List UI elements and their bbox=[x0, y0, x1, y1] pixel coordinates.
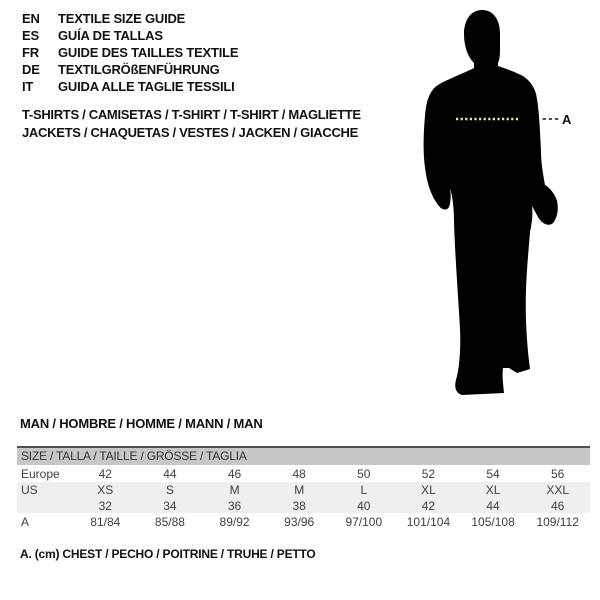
table-cell: 85/88 bbox=[154, 515, 185, 529]
table-cell: 42 bbox=[421, 498, 436, 513]
row-label: Europe bbox=[21, 466, 60, 481]
row-label: US bbox=[21, 483, 38, 497]
table-cell: S bbox=[165, 483, 174, 497]
measurement-a-label: A bbox=[562, 112, 572, 127]
language-code: EN bbox=[22, 11, 40, 26]
table-cell: 52 bbox=[421, 466, 436, 481]
table-cell: 42 bbox=[98, 466, 112, 481]
category-lines bbox=[22, 106, 361, 142]
table-cell: 50 bbox=[357, 466, 371, 481]
table-cell: 93/96 bbox=[284, 515, 315, 529]
measurement-footnote: A. (cm) CHEST / PECHO / POITRINE / TRUHE / PETTO bbox=[20, 547, 316, 561]
table-cell: 109/112 bbox=[536, 515, 579, 529]
table-cell: 40 bbox=[357, 498, 371, 513]
man-silhouette-figure bbox=[405, 2, 580, 400]
language-label: TEXTILE SIZE GUIDE bbox=[58, 11, 186, 26]
size-table bbox=[17, 446, 590, 531]
language-row bbox=[22, 61, 238, 78]
table-cell: L bbox=[360, 483, 368, 497]
language-list bbox=[22, 10, 238, 95]
table-cell: 56 bbox=[551, 466, 565, 481]
table-row-us bbox=[17, 482, 590, 498]
language-code: DE bbox=[22, 62, 40, 77]
table-cell: M bbox=[294, 483, 305, 497]
size-table-header: SIZE / TALLA / TAILLE / GRÖSSE / TAGLIA bbox=[17, 448, 590, 465]
table-cell: XL bbox=[421, 483, 436, 497]
table-cell: XXL bbox=[546, 483, 570, 497]
language-label: GUÍA DE TALLAS bbox=[58, 28, 163, 43]
language-label: GUIDE DES TAILLES TEXTILE bbox=[58, 45, 239, 60]
language-row bbox=[22, 44, 238, 61]
table-cell: 36 bbox=[227, 498, 242, 513]
language-code: IT bbox=[22, 79, 34, 94]
table-cell: 105/108 bbox=[471, 515, 515, 529]
section-title-man: MAN / HOMBRE / HOMME / MANN / MAN bbox=[20, 416, 263, 431]
table-cell: 44 bbox=[486, 498, 500, 513]
table-cell: 44 bbox=[163, 466, 177, 481]
language-code: ES bbox=[22, 28, 39, 43]
table-row-numeric bbox=[17, 498, 590, 513]
table-cell: 54 bbox=[486, 466, 500, 481]
language-code: FR bbox=[22, 45, 39, 60]
table-cell: 34 bbox=[163, 498, 177, 513]
table-cell: 48 bbox=[292, 466, 306, 481]
table-cell: XS bbox=[97, 483, 114, 497]
category-tshirts-line: T-SHIRTS / CAMISETAS / T-SHIRT / T-SHIRT / MAGLIETTE bbox=[22, 107, 361, 122]
table-cell: 32 bbox=[98, 498, 112, 513]
language-row bbox=[22, 10, 238, 27]
table-row-chest-a bbox=[17, 513, 590, 531]
table-cell: 81/84 bbox=[90, 515, 121, 529]
table-cell: 38 bbox=[292, 498, 306, 513]
category-jackets-line: JACKETS / CHAQUETAS / VESTES / JACKEN / GIACCHE bbox=[22, 125, 358, 140]
language-label: TEXTILGRÖßENFÜHRUNG bbox=[58, 62, 220, 77]
table-cell: 46 bbox=[227, 466, 242, 481]
language-row bbox=[22, 78, 238, 95]
man-silhouette bbox=[424, 10, 558, 395]
table-cell: M bbox=[229, 483, 240, 497]
language-label: GUIDA ALLE TAGLIE TESSILI bbox=[58, 79, 235, 94]
language-row bbox=[22, 27, 238, 44]
table-cell: XL bbox=[485, 483, 501, 497]
table-cell: 101/104 bbox=[406, 515, 451, 529]
table-cell: 97/100 bbox=[345, 515, 383, 529]
row-label: A bbox=[21, 515, 30, 529]
table-row-europe bbox=[17, 465, 590, 482]
table-cell: 89/92 bbox=[219, 515, 250, 529]
table-cell: 46 bbox=[551, 498, 565, 513]
